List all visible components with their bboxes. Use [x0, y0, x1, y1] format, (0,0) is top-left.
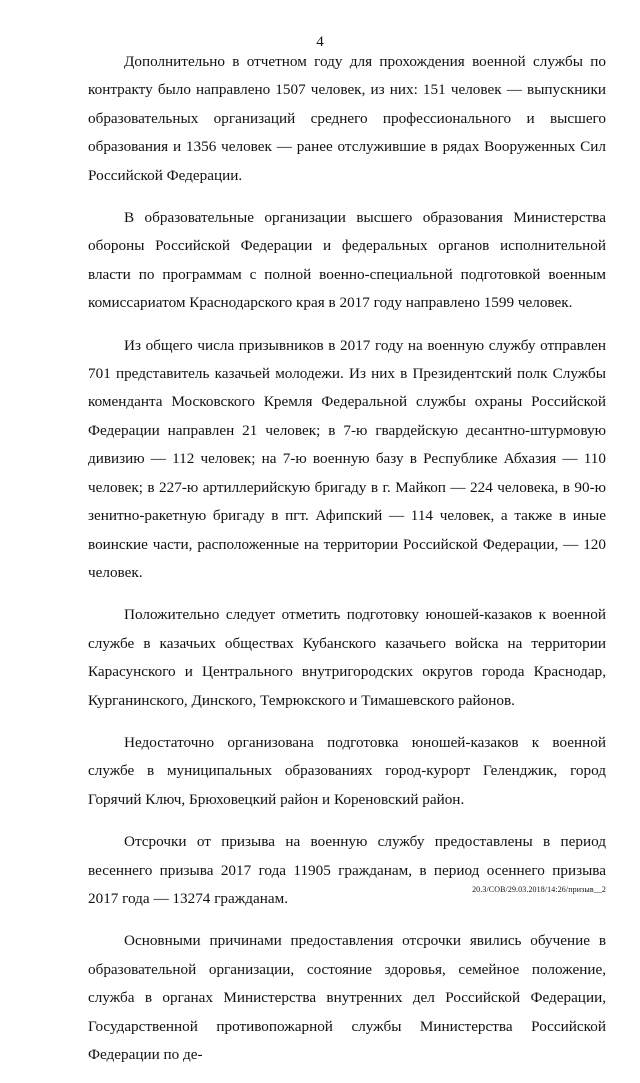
- paragraph-deferments: Отсрочки от призыва на военную службу предоставлены в период весеннего призыва 2017 года 11905 гражданам, в период осеннего призыва 2017 года — 13274 гражданам.: [88, 833, 606, 907]
- document-body: [88, 48, 606, 1083]
- paragraph-higher-education: В образовательные организации высшего образования Министерства обороны Российской Федерации и федеральных органов исполнительной власти по программам с полной военно-специальной подготовкой военным комиссариатом Краснодарского края в 2017 году направлено 1599 человек.: [88, 209, 606, 312]
- document-footer-code: 20.3/СОВ/29.03.2018/14:26/призыв__2: [472, 885, 606, 894]
- paragraph-positive-training: Положительно следует отметить подготовку юношей-казаков к военной службе в казачьих обществах Кубанского казачьего войска на территории Карасунского и Центрального внутригородских округов города Краснодар, Курганинского, Динского, Темрюкского и Тимашевского районов.: [88, 606, 606, 709]
- paragraph-deferment-reasons: Основными причинами предоставления отсрочки явились обучение в образовательной организации, состояние здоровья, семейное положение, служба в органах Министерства внутренних дел Российской Федерации, Государственной противопожарной службы Министерства Российской Федерации по де-: [88, 932, 606, 1063]
- page-number: 4: [316, 34, 324, 50]
- paragraph-contract-service: Дополнительно в отчетном году для прохождения военной службы по контракту было направлено 1507 человек, из них: 151 человек — выпускники образовательных организаций среднего профессионального и высшего образования и 1356 человек — ранее отслужившие в рядах Вооруженных Сил Российской Федерации.: [88, 53, 606, 184]
- paragraph-insufficient-training: Недостаточно организована подготовка юношей-казаков к военной службе в муниципальных образованиях город-курорт Геленджик, город Горячий Ключ, Брюховецкий район и Кореновский район.: [88, 733, 606, 808]
- paragraph-cossack-youth: Из общего числа призывников в 2017 году на военную службу отправлен 701 представитель казачьей молодежи. Из них в Президентский полк Службы коменданта Московского Кремля Федеральной службы охраны Российской Федерации направлен 21 человек; в 7-ю гвардейскую десантно-штурмовую дивизию — 112 человек; на 7-ю военную базу в Республике Абхазия — 110 человек; в 227-ю артиллерийскую бригаду в г. Майкоп — 224 человека, в 90-ю зенитно-ракетную бригаду в пгт. Афипский — 114 человек, а также в иные воинские части, расположенные на территории Российской Федерации, — 120 человек.: [88, 336, 606, 581]
